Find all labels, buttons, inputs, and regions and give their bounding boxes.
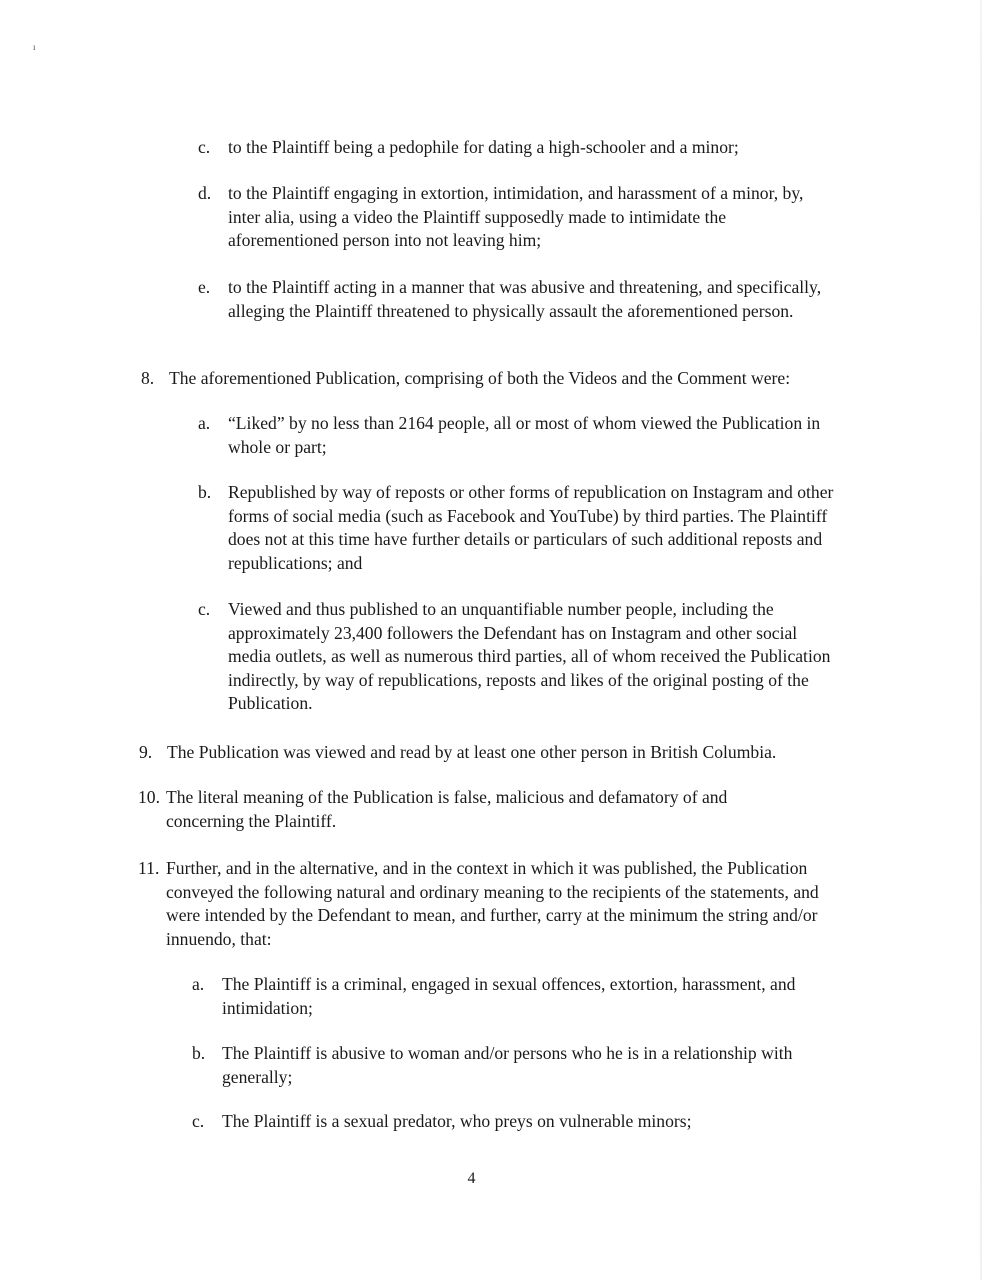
list-item bbox=[198, 276, 838, 323]
item-text: to the Plaintiff engaging in extortion, intimidation, and harassment of a minor, by, inter alia, using a video the Plaintiff supposedly made to intimidate the aforementioned person into not leaving him; bbox=[228, 183, 804, 250]
list-item bbox=[198, 481, 838, 575]
list-item bbox=[198, 412, 838, 459]
item-marker: e. bbox=[198, 277, 211, 297]
item-marker: 11. bbox=[138, 858, 160, 878]
list-item bbox=[192, 1042, 842, 1089]
list-item bbox=[138, 857, 838, 951]
item-text: The aforementioned Publication, comprising of both the Videos and the Comment were: bbox=[169, 368, 791, 388]
item-text: to the Plaintiff being a pedophile for dating a high-schooler and a minor; bbox=[228, 137, 739, 157]
item-text: The Publication was viewed and read by at least one other person in British Columbia. bbox=[167, 742, 777, 762]
page-number: 4 bbox=[467, 1170, 476, 1187]
item-marker: a. bbox=[198, 413, 211, 433]
list-item bbox=[198, 182, 838, 253]
list-item bbox=[192, 1110, 842, 1134]
item-text: to the Plaintiff acting in a manner that was abusive and threatening, and specifically, alleging the Plaintiff threatened to physically assault the aforementioned person. bbox=[228, 277, 822, 321]
item-text: Further, and in the alternative, and in the context in which it was published, the Publication conveyed the following natural and ordinary meaning to the recipients of the statements, and were intended by the Defendant to mean, and further, carry at the minimum the string and/or innuendo, that: bbox=[166, 858, 819, 949]
item-text: The Plaintiff is a sexual predator, who preys on vulnerable minors; bbox=[222, 1111, 692, 1131]
item-text: The Plaintiff is a criminal, engaged in sexual offences, extortion, harassment, and intimidation; bbox=[222, 974, 796, 1018]
item-marker: c. bbox=[198, 599, 211, 619]
item-marker: b. bbox=[192, 1043, 206, 1063]
list-item bbox=[138, 786, 798, 833]
item-text: The Plaintiff is abusive to woman and/or persons who he is in a relationship with generally; bbox=[222, 1043, 793, 1087]
item-marker: c. bbox=[192, 1111, 205, 1131]
item-marker: 8. bbox=[141, 368, 155, 388]
list-item bbox=[198, 598, 838, 716]
item-text: The literal meaning of the Publication is false, malicious and defamatory of and concerning the Plaintiff. bbox=[166, 787, 728, 831]
list-item bbox=[139, 741, 839, 765]
item-marker: 9. bbox=[139, 742, 153, 762]
item-text: Viewed and thus published to an unquantifiable number people, including the approximately 23,400 followers the Defendant has on Instagram and other social media outlets, as well as numerous third parties, all of whom received the Publication indirectly, by way of republications, reposts and likes of the original posting of the Publication. bbox=[228, 599, 831, 713]
item-marker: d. bbox=[198, 183, 212, 203]
list-item bbox=[192, 973, 842, 1020]
scan-speck: ı bbox=[33, 42, 36, 52]
list-item bbox=[198, 136, 838, 160]
item-marker: a. bbox=[192, 974, 205, 994]
item-text: Republished by way of reposts or other forms of republication on Instagram and other forms of social media (such as Facebook and YouTube) by third parties. The Plaintiff does not at this time have further details or particulars of such additional reposts and republications; and bbox=[228, 482, 834, 573]
list-item bbox=[141, 367, 831, 391]
item-marker: b. bbox=[198, 482, 212, 502]
scan-edge-shadow bbox=[980, 0, 982, 1280]
item-marker: c. bbox=[198, 137, 211, 157]
item-text: “Liked” by no less than 2164 people, all or most of whom viewed the Publication in whole or part; bbox=[228, 413, 821, 457]
item-marker: 10. bbox=[138, 787, 160, 807]
